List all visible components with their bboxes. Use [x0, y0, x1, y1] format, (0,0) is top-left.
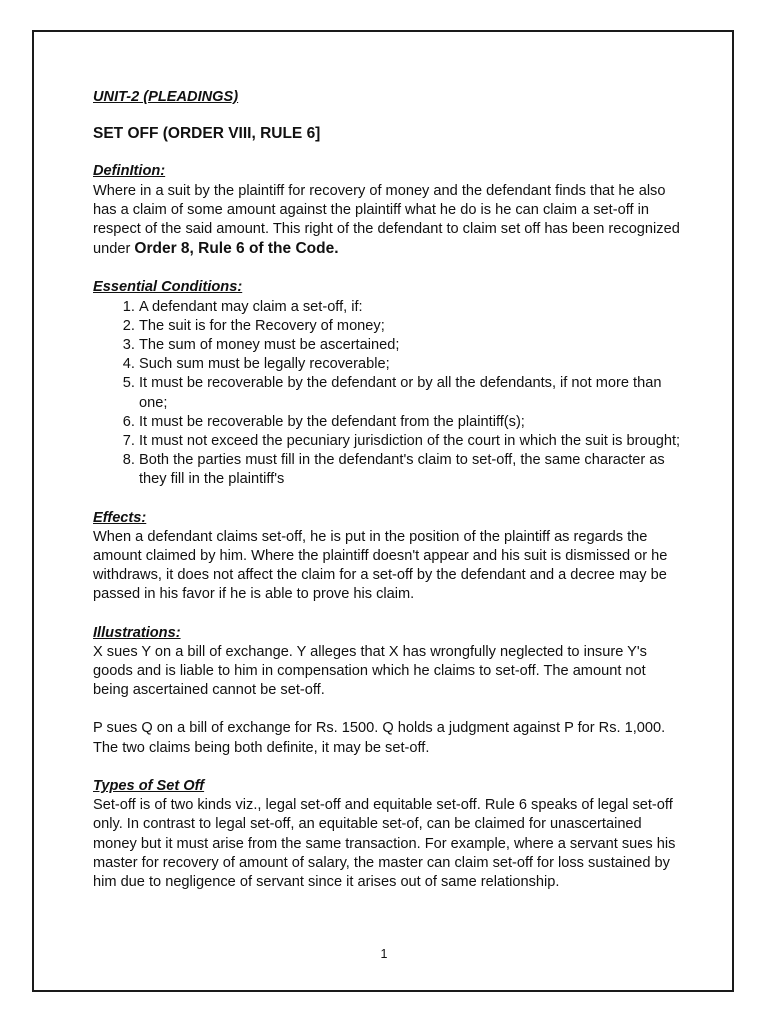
condition-item: 7. It must not exceed the pecuniary jurisdiction of the court in which the suit is brought; — [139, 432, 683, 451]
illustrations-heading: Illustrations: — [93, 624, 181, 641]
definition-paragraph — [93, 182, 683, 260]
document-content — [93, 88, 683, 892]
condition-item: 3. The sum of money must be ascertained; — [139, 336, 683, 355]
essential-conditions-heading: Essential Conditions: — [93, 279, 243, 296]
effects-heading: Effects: — [93, 509, 147, 526]
conditions-list — [93, 298, 683, 490]
definition-heading: DefinItion: — [93, 163, 166, 180]
unit-title: UNIT-2 (PLEADINGS) — [93, 89, 239, 105]
condition-item: 8. Both the parties must fill in the defendant's claim to set-off, the same character as they fill in the plaintiff's — [139, 451, 683, 489]
page-number: 1 — [380, 947, 388, 961]
condition-item: 6. It must be recoverable by the defendant from the plaintiff(s); — [139, 413, 683, 432]
types-heading: Types of Set Off — [93, 777, 205, 794]
definition-emphasis: Order 8, Rule 6 of the Code. — [134, 240, 339, 258]
illustration-paragraph: P sues Q on a bill of exchange for Rs. 1500. Q holds a judgment against P for Rs. 1,000. The two claims being both definite, it may be set-off. — [93, 720, 666, 756]
definition-text: Where in a suit by the plaintiff for recovery of money and the defendant finds that he also has a claim of some amount against the plaintiff what he do is he can claim a set-off in respect of the said amount. This right of the defendant to claim set off has been recognized under — [93, 182, 680, 258]
condition-item: 1. A defendant may claim a set-off, if: — [139, 298, 683, 317]
condition-item: 5. It must be recoverable by the defendant or by all the defendants, if not more than one; — [139, 374, 683, 412]
condition-item: 2. The suit is for the Recovery of money; — [139, 317, 683, 336]
types-paragraph: Set-off is of two kinds viz., legal set-off and equitable set-off. Rule 6 speaks of legal set-off only. In contrast to legal set-off, an equitable set-of, can be claimed for unascertained money but it must arise from the same transaction. For example, where a servant sues his master for recovery of amount of salary, the master can claim set-off for loss sustained by him due to negligence of servant since it arises out of same relationship. — [93, 797, 676, 890]
condition-item: 4. Such sum must be legally recoverable; — [139, 355, 683, 374]
illustration-paragraph: X sues Y on a bill of exchange. Y alleges that X has wrongfully neglected to insure Y's goods and is liable to him in compensation which he claims to set-off. The amount not being ascertained cannot be set-off. — [93, 643, 647, 699]
main-heading: SET OFF (ORDER VIII, RULE 6] — [93, 125, 321, 143]
effects-paragraph: When a defendant claims set-off, he is put in the position of the plaintiff as regards the amount claimed by him. Where the plaintiff doesn't appear and his suit is dismissed or he withdraws, it does not affect the claim for a set-off by the defendant and a decree may be passed in his favor if he is able to prove his claim. — [93, 528, 668, 603]
